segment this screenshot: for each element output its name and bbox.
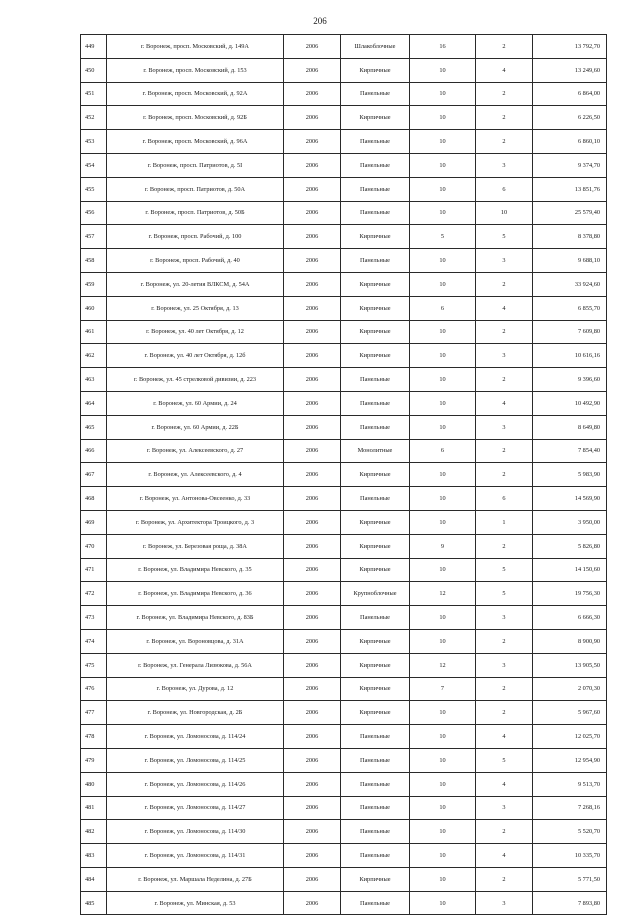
entrances-cell: 2 — [476, 368, 533, 392]
table-row — [81, 177, 607, 201]
table-row — [81, 35, 607, 59]
row-number-cell: 479 — [81, 748, 107, 772]
housing-registry-table — [80, 34, 607, 915]
year-cell: 2006 — [284, 106, 341, 130]
area-cell: 10 492,90 — [533, 391, 607, 415]
wall-material-cell: Кирпичные — [341, 677, 410, 701]
wall-material-cell: Кирпичные — [341, 344, 410, 368]
address-cell: г. Воронеж, просп. Рабочий, д. 100 — [107, 225, 284, 249]
wall-material-cell: Панельные — [341, 796, 410, 820]
entrances-cell: 2 — [476, 677, 533, 701]
address-cell: г. Воронеж, ул. 60 Армии, д. 24 — [107, 391, 284, 415]
floors-cell: 10 — [410, 606, 476, 630]
floors-cell: 10 — [410, 772, 476, 796]
row-number-cell: 451 — [81, 82, 107, 106]
row-number-cell: 468 — [81, 487, 107, 511]
wall-material-cell: Кирпичные — [341, 225, 410, 249]
table-row — [81, 249, 607, 273]
floors-cell: 10 — [410, 58, 476, 82]
year-cell: 2006 — [284, 820, 341, 844]
wall-material-cell: Кирпичные — [341, 58, 410, 82]
row-number-cell: 461 — [81, 320, 107, 344]
entrances-cell: 5 — [476, 748, 533, 772]
entrances-cell: 2 — [476, 320, 533, 344]
year-cell: 2006 — [284, 796, 341, 820]
year-cell: 2006 — [284, 701, 341, 725]
address-cell: г. Воронеж, ул. 40 лет Октября, д. 12 — [107, 320, 284, 344]
table-row — [81, 272, 607, 296]
floors-cell: 10 — [410, 368, 476, 392]
address-cell: г. Воронеж, ул. Минская, д. 53 — [107, 891, 284, 915]
page-number: 206 — [313, 16, 327, 26]
address-cell: г. Воронеж, ул. Владимира Невского, д. 83Б — [107, 606, 284, 630]
area-cell: 8 378,80 — [533, 225, 607, 249]
row-number-cell: 449 — [81, 35, 107, 59]
row-number-cell: 454 — [81, 153, 107, 177]
table-row — [81, 391, 607, 415]
row-number-cell: 463 — [81, 368, 107, 392]
area-cell: 2 070,30 — [533, 677, 607, 701]
area-cell: 7 893,80 — [533, 891, 607, 915]
floors-cell: 10 — [410, 725, 476, 749]
address-cell: г. Воронеж, ул. 45 стрелковой дивизии, д. 223 — [107, 368, 284, 392]
year-cell: 2006 — [284, 368, 341, 392]
floors-cell: 16 — [410, 35, 476, 59]
address-cell: г. Воронеж, ул. Ломоносова, д. 114/31 — [107, 844, 284, 868]
row-number-cell: 476 — [81, 677, 107, 701]
year-cell: 2006 — [284, 606, 341, 630]
entrances-cell: 2 — [476, 439, 533, 463]
area-cell: 8 649,80 — [533, 415, 607, 439]
entrances-cell: 4 — [476, 772, 533, 796]
area-cell: 5 520,70 — [533, 820, 607, 844]
address-cell: г. Воронеж, просп. Патриотов, д. 50А — [107, 177, 284, 201]
floors-cell: 10 — [410, 82, 476, 106]
area-cell: 7 268,16 — [533, 796, 607, 820]
table-row — [81, 106, 607, 130]
floors-cell: 10 — [410, 130, 476, 154]
year-cell: 2006 — [284, 344, 341, 368]
address-cell: г. Воронеж, ул. Архитектора Троицкого, д. 3 — [107, 510, 284, 534]
address-cell: г. Воронеж, ул. Антонова-Овсеенко, д. 33 — [107, 487, 284, 511]
year-cell: 2006 — [284, 58, 341, 82]
floors-cell: 10 — [410, 487, 476, 511]
floors-cell: 10 — [410, 748, 476, 772]
wall-material-cell: Кирпичные — [341, 510, 410, 534]
entrances-cell: 2 — [476, 463, 533, 487]
floors-cell: 10 — [410, 820, 476, 844]
table-row — [81, 582, 607, 606]
entrances-cell: 2 — [476, 867, 533, 891]
year-cell: 2006 — [284, 463, 341, 487]
entrances-cell: 2 — [476, 629, 533, 653]
table-row — [81, 130, 607, 154]
floors-cell: 12 — [410, 653, 476, 677]
row-number-cell: 457 — [81, 225, 107, 249]
year-cell: 2006 — [284, 439, 341, 463]
floors-cell: 12 — [410, 582, 476, 606]
year-cell: 2006 — [284, 35, 341, 59]
address-cell: г. Воронеж, ул. Алексеевского, д. 4 — [107, 463, 284, 487]
table-row — [81, 58, 607, 82]
year-cell: 2006 — [284, 296, 341, 320]
row-number-cell: 458 — [81, 249, 107, 273]
floors-cell: 10 — [410, 391, 476, 415]
year-cell: 2006 — [284, 677, 341, 701]
table-row — [81, 415, 607, 439]
address-cell: г. Воронеж, просп. Московский, д. 153 — [107, 58, 284, 82]
year-cell: 2006 — [284, 272, 341, 296]
row-number-cell: 469 — [81, 510, 107, 534]
row-number-cell: 466 — [81, 439, 107, 463]
wall-material-cell: Панельные — [341, 748, 410, 772]
address-cell: г. Воронеж, ул. Алексеевского, д. 27 — [107, 439, 284, 463]
area-cell: 13 792,70 — [533, 35, 607, 59]
floors-cell: 10 — [410, 249, 476, 273]
floors-cell: 6 — [410, 296, 476, 320]
row-number-cell: 482 — [81, 820, 107, 844]
row-number-cell: 459 — [81, 272, 107, 296]
table-row — [81, 677, 607, 701]
row-number-cell: 477 — [81, 701, 107, 725]
floors-cell: 10 — [410, 867, 476, 891]
address-cell: г. Воронеж, просп. Московский, д. 96А — [107, 130, 284, 154]
area-cell: 12 954,90 — [533, 748, 607, 772]
entrances-cell: 2 — [476, 701, 533, 725]
year-cell: 2006 — [284, 415, 341, 439]
row-number-cell: 478 — [81, 725, 107, 749]
wall-material-cell: Панельные — [341, 201, 410, 225]
wall-material-cell: Панельные — [341, 772, 410, 796]
area-cell: 9 513,70 — [533, 772, 607, 796]
entrances-cell: 4 — [476, 844, 533, 868]
address-cell: г. Воронеж, ул. Ломоносова, д. 114/25 — [107, 748, 284, 772]
year-cell: 2006 — [284, 487, 341, 511]
entrances-cell: 3 — [476, 796, 533, 820]
entrances-cell: 4 — [476, 725, 533, 749]
year-cell: 2006 — [284, 558, 341, 582]
wall-material-cell: Кирпичные — [341, 296, 410, 320]
entrances-cell: 6 — [476, 177, 533, 201]
area-cell: 19 756,30 — [533, 582, 607, 606]
wall-material-cell: Панельные — [341, 891, 410, 915]
address-cell: г. Воронеж, ул. Генерала Лизюкова, д. 56А — [107, 653, 284, 677]
entrances-cell: 2 — [476, 820, 533, 844]
address-cell: г. Воронеж, ул. 60 Армии, д. 22Б — [107, 415, 284, 439]
table-row — [81, 510, 607, 534]
wall-material-cell: Кирпичные — [341, 867, 410, 891]
year-cell: 2006 — [284, 391, 341, 415]
row-number-cell: 455 — [81, 177, 107, 201]
entrances-cell: 3 — [476, 249, 533, 273]
row-number-cell: 483 — [81, 844, 107, 868]
row-number-cell: 453 — [81, 130, 107, 154]
year-cell: 2006 — [284, 629, 341, 653]
address-cell: г. Воронеж, ул. 40 лет Октября, д. 12б — [107, 344, 284, 368]
area-cell: 5 967,60 — [533, 701, 607, 725]
wall-material-cell: Кирпичные — [341, 272, 410, 296]
address-cell: г. Воронеж, просп. Рабочий, д. 40 — [107, 249, 284, 273]
table-row — [81, 534, 607, 558]
year-cell: 2006 — [284, 653, 341, 677]
year-cell: 2006 — [284, 320, 341, 344]
entrances-cell: 2 — [476, 272, 533, 296]
wall-material-cell: Панельные — [341, 130, 410, 154]
row-number-cell: 472 — [81, 582, 107, 606]
table-row — [81, 82, 607, 106]
row-number-cell: 462 — [81, 344, 107, 368]
wall-material-cell: Панельные — [341, 725, 410, 749]
address-cell: г. Воронеж, просп. Московский, д. 92Б — [107, 106, 284, 130]
year-cell: 2006 — [284, 225, 341, 249]
area-cell: 12 025,70 — [533, 725, 607, 749]
entrances-cell: 4 — [476, 296, 533, 320]
wall-material-cell: Кирпичные — [341, 653, 410, 677]
address-cell: г. Воронеж, просп. Патриотов, д. 50Б — [107, 201, 284, 225]
year-cell: 2006 — [284, 725, 341, 749]
table-row — [81, 344, 607, 368]
row-number-cell: 473 — [81, 606, 107, 630]
entrances-cell: 2 — [476, 82, 533, 106]
floors-cell: 6 — [410, 439, 476, 463]
address-cell: г. Воронеж, ул. Новгородская, д. 2Б — [107, 701, 284, 725]
entrances-cell: 3 — [476, 606, 533, 630]
area-cell: 5 983,90 — [533, 463, 607, 487]
row-number-cell: 460 — [81, 296, 107, 320]
row-number-cell: 484 — [81, 867, 107, 891]
wall-material-cell: Кирпичные — [341, 558, 410, 582]
floors-cell: 10 — [410, 320, 476, 344]
year-cell: 2006 — [284, 748, 341, 772]
floors-cell: 10 — [410, 106, 476, 130]
entrances-cell: 5 — [476, 558, 533, 582]
wall-material-cell: Кирпичные — [341, 629, 410, 653]
year-cell: 2006 — [284, 772, 341, 796]
floors-cell: 10 — [410, 463, 476, 487]
floors-cell: 10 — [410, 344, 476, 368]
registry-table-body — [81, 35, 607, 915]
table-row — [81, 725, 607, 749]
row-number-cell: 474 — [81, 629, 107, 653]
table-row — [81, 463, 607, 487]
entrances-cell: 2 — [476, 106, 533, 130]
entrances-cell: 10 — [476, 201, 533, 225]
area-cell: 9 396,60 — [533, 368, 607, 392]
row-number-cell: 481 — [81, 796, 107, 820]
year-cell: 2006 — [284, 177, 341, 201]
wall-material-cell: Панельные — [341, 487, 410, 511]
table-row — [81, 487, 607, 511]
wall-material-cell: Панельные — [341, 415, 410, 439]
year-cell: 2006 — [284, 510, 341, 534]
table-row — [81, 820, 607, 844]
wall-material-cell: Панельные — [341, 153, 410, 177]
floors-cell: 10 — [410, 796, 476, 820]
row-number-cell: 467 — [81, 463, 107, 487]
area-cell: 13 851,76 — [533, 177, 607, 201]
floors-cell: 5 — [410, 225, 476, 249]
area-cell: 6 666,30 — [533, 606, 607, 630]
wall-material-cell: Панельные — [341, 844, 410, 868]
table-row — [81, 439, 607, 463]
address-cell: г. Воронеж, ул. Ломоносова, д. 114/26 — [107, 772, 284, 796]
address-cell: г. Воронеж, ул. Владимира Невского, д. 35 — [107, 558, 284, 582]
row-number-cell: 471 — [81, 558, 107, 582]
floors-cell: 10 — [410, 558, 476, 582]
entrances-cell: 2 — [476, 534, 533, 558]
wall-material-cell: Кирпичные — [341, 320, 410, 344]
address-cell: г. Воронеж, просп. Московский, д. 149А — [107, 35, 284, 59]
wall-material-cell: Панельные — [341, 249, 410, 273]
floors-cell: 10 — [410, 415, 476, 439]
table-row — [81, 558, 607, 582]
year-cell: 2006 — [284, 153, 341, 177]
table-row — [81, 320, 607, 344]
row-number-cell: 475 — [81, 653, 107, 677]
area-cell: 6 860,10 — [533, 130, 607, 154]
area-cell: 13 905,50 — [533, 653, 607, 677]
entrances-cell: 3 — [476, 891, 533, 915]
wall-material-cell: Панельные — [341, 820, 410, 844]
table-row — [81, 201, 607, 225]
area-cell: 13 249,60 — [533, 58, 607, 82]
address-cell: г. Воронеж, ул. Владимира Невского, д. 36 — [107, 582, 284, 606]
table-row — [81, 296, 607, 320]
row-number-cell: 485 — [81, 891, 107, 915]
wall-material-cell: Кирпичные — [341, 106, 410, 130]
address-cell: г. Воронеж, просп. Патриотов, д. 5I — [107, 153, 284, 177]
table-row — [81, 653, 607, 677]
address-cell: г. Воронеж, ул. Маршала Неделина, д. 27Б — [107, 867, 284, 891]
address-cell: г. Воронеж, ул. Березовая роща, д. 38А — [107, 534, 284, 558]
entrances-cell: 4 — [476, 58, 533, 82]
entrances-cell: 2 — [476, 130, 533, 154]
wall-material-cell: Кирпичные — [341, 701, 410, 725]
table-row — [81, 772, 607, 796]
area-cell: 7 609,80 — [533, 320, 607, 344]
area-cell: 10 616,16 — [533, 344, 607, 368]
area-cell: 10 335,70 — [533, 844, 607, 868]
area-cell: 8 900,90 — [533, 629, 607, 653]
area-cell: 33 924,60 — [533, 272, 607, 296]
table-row — [81, 748, 607, 772]
entrances-cell: 1 — [476, 510, 533, 534]
row-number-cell: 470 — [81, 534, 107, 558]
wall-material-cell: Панельные — [341, 606, 410, 630]
address-cell: г. Воронеж, просп. Московский, д. 92А — [107, 82, 284, 106]
wall-material-cell: Панельные — [341, 368, 410, 392]
area-cell: 3 950,00 — [533, 510, 607, 534]
row-number-cell: 456 — [81, 201, 107, 225]
year-cell: 2006 — [284, 844, 341, 868]
entrances-cell: 3 — [476, 653, 533, 677]
entrances-cell: 5 — [476, 225, 533, 249]
area-cell: 7 854,40 — [533, 439, 607, 463]
wall-material-cell: Монолитные — [341, 439, 410, 463]
floors-cell: 10 — [410, 272, 476, 296]
year-cell: 2006 — [284, 534, 341, 558]
year-cell: 2006 — [284, 249, 341, 273]
entrances-cell: 4 — [476, 391, 533, 415]
entrances-cell: 5 — [476, 582, 533, 606]
address-cell: г. Воронеж, ул. 20-летия ВЛКСМ, д. 54А — [107, 272, 284, 296]
floors-cell: 10 — [410, 201, 476, 225]
floors-cell: 10 — [410, 153, 476, 177]
floors-cell: 10 — [410, 177, 476, 201]
entrances-cell: 3 — [476, 153, 533, 177]
table-row — [81, 368, 607, 392]
table-row — [81, 867, 607, 891]
area-cell: 14 150,60 — [533, 558, 607, 582]
floors-cell: 10 — [410, 701, 476, 725]
address-cell: г. Воронеж, ул. Ломоносова, д. 114/27 — [107, 796, 284, 820]
year-cell: 2006 — [284, 582, 341, 606]
row-number-cell: 452 — [81, 106, 107, 130]
table-row — [81, 629, 607, 653]
address-cell: г. Воронеж, ул. Вороновцова, д. 31А — [107, 629, 284, 653]
floors-cell: 10 — [410, 891, 476, 915]
floors-cell: 10 — [410, 629, 476, 653]
row-number-cell: 480 — [81, 772, 107, 796]
table-row — [81, 796, 607, 820]
area-cell: 9 374,70 — [533, 153, 607, 177]
address-cell: г. Воронеж, ул. 25 Октября, д. 13 — [107, 296, 284, 320]
entrances-cell: 2 — [476, 35, 533, 59]
year-cell: 2006 — [284, 201, 341, 225]
address-cell: г. Воронеж, ул. Ломоносова, д. 114/24 — [107, 725, 284, 749]
wall-material-cell: Панельные — [341, 177, 410, 201]
row-number-cell: 465 — [81, 415, 107, 439]
table-row — [81, 701, 607, 725]
year-cell: 2006 — [284, 867, 341, 891]
entrances-cell: 6 — [476, 487, 533, 511]
entrances-cell: 3 — [476, 344, 533, 368]
table-row — [81, 891, 607, 915]
area-cell: 14 569,90 — [533, 487, 607, 511]
floors-cell: 10 — [410, 844, 476, 868]
area-cell: 6 226,50 — [533, 106, 607, 130]
wall-material-cell: Крупноблочные — [341, 582, 410, 606]
table-row — [81, 844, 607, 868]
wall-material-cell: Панельные — [341, 391, 410, 415]
table-row — [81, 606, 607, 630]
entrances-cell: 3 — [476, 415, 533, 439]
address-cell: г. Воронеж, ул. Дурова, д. 12 — [107, 677, 284, 701]
row-number-cell: 464 — [81, 391, 107, 415]
floors-cell: 9 — [410, 534, 476, 558]
year-cell: 2006 — [284, 130, 341, 154]
wall-material-cell: Кирпичные — [341, 534, 410, 558]
year-cell: 2006 — [284, 891, 341, 915]
area-cell: 5 771,50 — [533, 867, 607, 891]
address-cell: г. Воронеж, ул. Ломоносова, д. 114/30 — [107, 820, 284, 844]
floors-cell: 7 — [410, 677, 476, 701]
table-row — [81, 225, 607, 249]
area-cell: 9 688,10 — [533, 249, 607, 273]
wall-material-cell: Шлакоблочные — [341, 35, 410, 59]
table-row — [81, 153, 607, 177]
area-cell: 6 864,00 — [533, 82, 607, 106]
area-cell: 25 579,40 — [533, 201, 607, 225]
area-cell: 5 826,80 — [533, 534, 607, 558]
floors-cell: 10 — [410, 510, 476, 534]
area-cell: 6 855,70 — [533, 296, 607, 320]
row-number-cell: 450 — [81, 58, 107, 82]
wall-material-cell: Панельные — [341, 82, 410, 106]
wall-material-cell: Кирпичные — [341, 463, 410, 487]
year-cell: 2006 — [284, 82, 341, 106]
